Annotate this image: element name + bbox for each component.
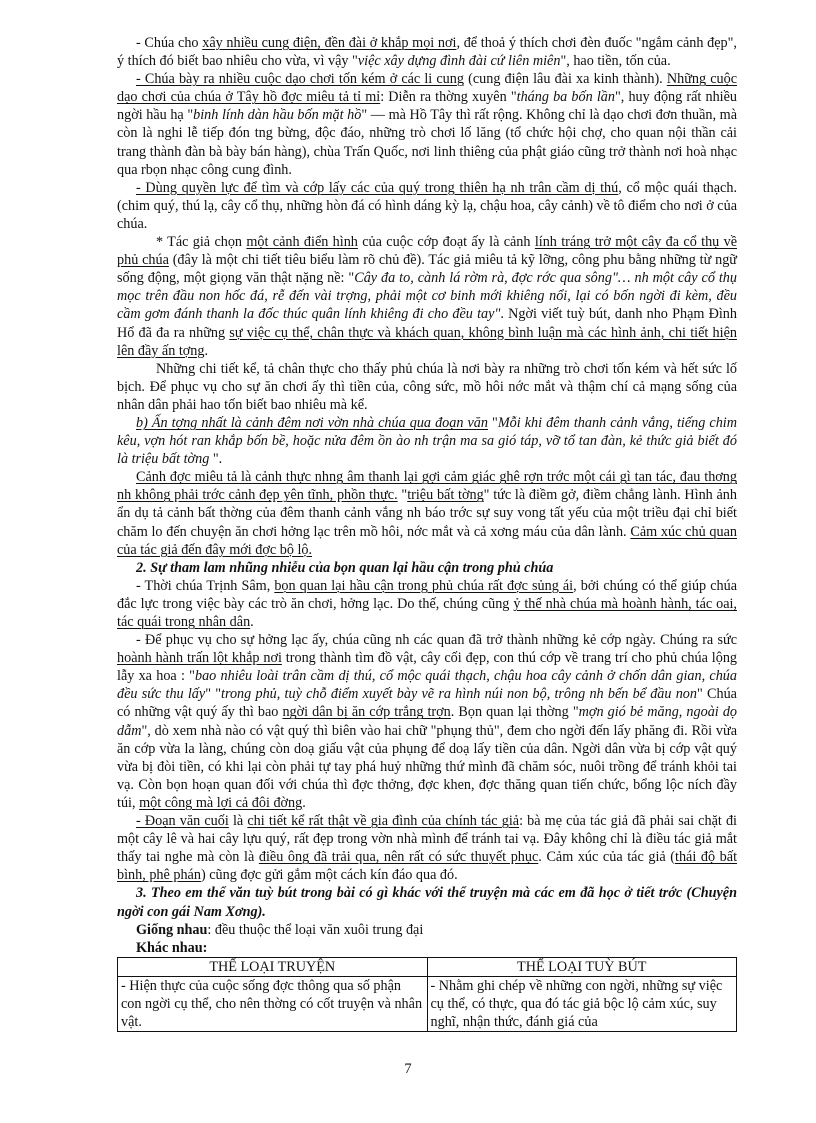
text-run: " ": [205, 686, 222, 703]
underlined-text: Cảnh đợc miêu tả là cảnh thực nhng âm thanh lại gợi cảm giác ghê rợn trớc một cái gì tan tác, đau thơng nh không phải trớc cảnh đẹp yên tĩnh, phồn thực.: [117, 469, 737, 504]
paragraph-favored-officials: [117, 577, 737, 631]
text-run: Giống nhau: [136, 921, 208, 938]
underlined-text: sự việc cụ thể, chân thực và khách quan, không bình luận mà các hình ảnh, chi tiết hiện lên đầy ấn tợng: [117, 324, 737, 359]
underlined-text: thái độ bất bình, phê phán: [117, 849, 738, 884]
paragraph-outings: [117, 70, 737, 179]
section-heading-3: [117, 884, 737, 920]
underlined-text: Những cuộc dạo chơi của chúa ở Tây hồ đợc miêu tả tỉ mỉ: [117, 71, 737, 106]
text-run: 3. Theo em thể văn tuỳ bút trong bài có gì khác với thể truyện mà các em đã học ở tiết trớc (Chuyện ngời con gái Nam Xơng).: [117, 885, 737, 920]
paragraph-final-passage: [117, 812, 737, 884]
text-run: trong phủ, tuỳ chỗ điểm xuyết bày vẽ ra hình núi non bộ, trông nh bến bể đầu non: [221, 686, 697, 703]
text-run: việc xây dựng đình đài cứ liên miên: [357, 53, 561, 70]
paragraph-power-seizure: [117, 179, 737, 233]
text-run: - Chúa cho: [136, 35, 203, 51]
underlined-text: điều ông đã trải qua, nên rất có sức thuyết phục: [258, 849, 539, 866]
text-run: bao nhiêu loài trân cầm dị thú, cổ mộc quái thạch, chậu hoa cây cảnh ở chốn dân gian, chúa đều sức thu lấy: [117, 668, 737, 703]
text-run: .: [204, 342, 209, 359]
text-run: " tức là điềm gở, điềm chẳng lành. Hình ảnh ẩn dụ tả cảnh bất thờng của đêm thanh cảnh vắng nh báo trớc sự suy vong tất yếu của một triều đại chỉ biết chăm lo đến chuyện ăn chơi hởng lạc trên mồ hôi, nớc mắt và cả xơng máu của dân lành.: [117, 487, 737, 540]
table-cell-story: - Hiện thực của cuộc sống đợc thông qua số phận con ngời cụ thể, cho nên thờng có cốt truyện và nhân vật.: [118, 976, 428, 1031]
text-run: Khác nhau:: [136, 939, 208, 956]
paragraph-night-scene: [117, 414, 737, 468]
table-header-row: [118, 957, 737, 976]
underlined-text: lính tráng trở một cây đa cổ thụ về phủ chúa: [117, 234, 737, 269]
underlined-text: ỷ thế nhà chúa mà hoành hành, tác oai, tác quái trong nhân dân: [117, 595, 737, 630]
page-number: 7: [404, 1061, 412, 1077]
page-content: [117, 34, 737, 1032]
table-cell-essay: - Nhằm ghi chép về những con ngời, những sự việc cụ thể, có thực, qua đó tác giả bộc lộ cảm xúc, suy nghĩ, nhận thức, đánh giá của: [427, 976, 737, 1031]
comparison-table: [117, 957, 737, 1032]
paragraph-realistic-details: [117, 360, 737, 414]
underlined-text: - Đoạn văn cuối: [136, 813, 229, 830]
underlined-text: - Chúa bày ra nhiều cuộc dạo chơi tốn kém ở các li cung: [136, 71, 464, 88]
table-header-story: THỂ LOẠI TRUYỆN: [118, 957, 428, 976]
text-run: ".: [209, 451, 223, 468]
text-run: " Chúa có những vật quý ấy thì bao: [117, 686, 737, 721]
underlined-text: ngời dân bị ăn cớp trắng trợn: [282, 704, 451, 721]
table-header-essay: THỂ LOẠI TUỲ BÚT: [427, 957, 737, 976]
paragraph-daylight-robbers: [117, 631, 737, 812]
text-run: : Diễn ra thờng xuyên ": [380, 89, 517, 106]
text-run: ", hao tiền, tốn của.: [560, 53, 671, 70]
text-run: , cổ mộc quái thạch. (chim quý, thú lạ, cây cổ thụ, những hòn đá có hình dáng kỳ lạ, chậu hoa, cây cảnh) về tô điểm cho nơi ở của chúa.: [117, 179, 737, 232]
underlined-text: Cảm xúc chủ quan của tác giả đến đây mới đợc bộ lộ.: [117, 523, 738, 558]
text-run: , bởi chúng có thể giúp chúa đắc lực trong việc bày các trò ăn chơi, hởng lạc. Do thế, chúng cũng: [117, 577, 737, 612]
paragraph-similarity: [117, 921, 737, 939]
text-run: : đều thuộc thể loại văn xuôi trung đại: [207, 921, 424, 938]
text-run: (đây là một chi tiết tiêu biểu làm rõ chủ đề). Tác giả miêu tả kỹ lỡng, công phu bằng những từ ngữ sống động, một giọng văn thật nặng nề: ": [117, 252, 737, 287]
section-heading-2: [117, 559, 737, 577]
text-run: ", dò xem nhà nào có vật quý thì biên vào hai chữ "phụng thủ", đem cho ngời đến lấy phăng đi. Rồi vừa ăn cớp vừa la làng, chúng còn doạ giấu vật của phụng để doạ lấy tiền của dân. Ngời dân vừa bị cớp vật quý vừa bị đòi tiền, có khi lại còn phải tự tay phá huỷ những thứ mình đã chăm sóc, nuôi trồng để tránh khỏi tai vạ. Còn bọn hoạn quan đối với chúa thì đợc thởng, đợc khen, đợc thăng quan tiến chức, bổng lộc ních đầy túi,: [117, 722, 737, 811]
text-run: - Thời chúa Trịnh Sâm,: [136, 577, 275, 594]
paragraph-ominous-sound: [117, 468, 737, 558]
text-run: trong thành tìm đồ vật, cây cối đẹp, con thú cớp về trang trí cho phủ chúa lộng lẫy xa hoa : ": [117, 650, 738, 685]
text-run: .: [302, 794, 306, 811]
text-run: của cuộc cớp đoạt ấy là cảnh: [357, 234, 535, 251]
text-run: ", huy động rất nhiều ngời hầu hạ ": [117, 89, 738, 124]
text-run: ) cũng đợc gửi gắm một cách kín đáo qua đó.: [200, 867, 458, 884]
text-run: .: [250, 614, 254, 630]
underlined-text: một công mà lợi cả đôi đờng: [139, 794, 303, 811]
text-run: - Để phục vụ cho sự hởng lạc ấy, chúa cũng nh các quan đã trở thành những kẻ cớp ngày. Chúng ra sức: [136, 632, 737, 649]
table-row: [118, 976, 737, 1031]
text-run: mợn gió bẻ măng, ngoài dọ dẫm: [117, 704, 738, 739]
text-run: * Tác giả chọn: [156, 234, 247, 251]
text-run: : bà mẹ của tác giả đã phải sai chặt đi một cây lê và hai cây lựu quý, rất đẹp trong vờn nhà mình để tránh tai vạ. Đây không chỉ là điều tác giả mắt thấy tai nghe mà còn là: [117, 813, 737, 866]
text-run: Những chi tiết kể, tả chân thực cho thấy phủ chúa là nơi bày ra những trò chơi tốn kém và hết sức lố bịch. Để phục vụ cho sự ăn chơi ấy thì tiền của, công sức, mồ hôi nớc mắt và thậm chí cả mạng sống của nhân dân phải hao tốn biết bao nhiêu mà kể.: [117, 360, 737, 413]
underlined-text: chi tiết kể rất thật về gia đình của chính tác giả: [247, 813, 520, 830]
text-run: tháng ba bốn lần: [516, 89, 615, 106]
text-run: . Bọn quan lại thờng ": [450, 704, 579, 721]
text-run: . Cảm xúc của tác giả (: [538, 849, 676, 866]
text-run: Mỗi khi đêm thanh cảnh vắng, tiếng chim kêu, vợn hót ran khắp bốn bề, hoặc nửa đêm ồn ào nh trận ma sa gió táp, vỡ tổ tan đàn, kẻ thức giả biết đó là triệu bất tờng: [117, 414, 737, 468]
paragraph-difference: [117, 939, 737, 957]
paragraph-palaces: [117, 34, 737, 70]
underlined-text: triệu bất tờng: [407, 487, 484, 504]
text-run: 2. Sự tham lam nhũng nhiễu của bọn quan lại hầu cận trong phủ chúa: [136, 559, 554, 576]
underlined-text: một cảnh điển hình: [246, 234, 358, 251]
underlined-text: b) Ấn tợng nhất là cảnh đêm nơi vờn nhà chúa qua đoạn văn: [136, 414, 488, 431]
underlined-text: - Dùng quyền lực để tìm và cớp lấy các của quý trong thiên hạ nh trân cầm dị thú: [136, 179, 619, 196]
text-run: (cung điện lâu đài xa kinh thành).: [463, 71, 667, 88]
paragraph-banyan-scene: [117, 233, 737, 360]
text-run: binh lính dàn hầu bốn mặt hồ: [193, 107, 362, 124]
text-run: ": [488, 414, 498, 431]
underlined-text: xây nhiều cung điện, đền đài ở khắp mọi nơi: [202, 35, 457, 51]
underlined-text: bọn quan lại hầu cận trong phủ chúa rất đợc sủng ái: [274, 577, 574, 594]
text-run: là: [228, 813, 248, 830]
text-run: " — mà Hồ Tây thì rất rộng. Không chỉ là dạo chơi đơn thuần, mà còn là nghi lễ tiếp đón tng bừng, độc đáo, những trò chơi lố lăng (tổ chức hội chợ, cho quan nội thần cải trang thành đàn bà bày bán hàng), chùa Trấn Quốc, nơi linh thiêng của phật giáo cũng trở thành nơi hoà nhạc qua rbọn nhạc công cung đình.: [117, 107, 738, 178]
text-run: ": [397, 487, 408, 504]
text-run: . Ngời viết tuỳ bút, danh nho Phạm Đình Hổ đã đa ra những: [117, 306, 737, 341]
text-run: Cây đa to, cành lá rờm rà, đợc rớc qua sông"… nh một cây cổ thụ mọc trên đầu non hốc đá, rễ đến vài trợng, phải một cơ binh mới khiêng nổi, lại có bốn ngời đi kèm, đều cầm gơm đánh thanh la đốc thúc quân lính khiêng đi cho đều tay": [117, 270, 737, 323]
underlined-text: hoành hành trấn lột khắp nơi: [117, 650, 282, 667]
text-run: , để thoả ý thích chơi đèn đuốc "ngắm cảnh đẹp", ý thích đó biết bao nhiêu cho vừa, vì vậy ": [117, 35, 737, 70]
